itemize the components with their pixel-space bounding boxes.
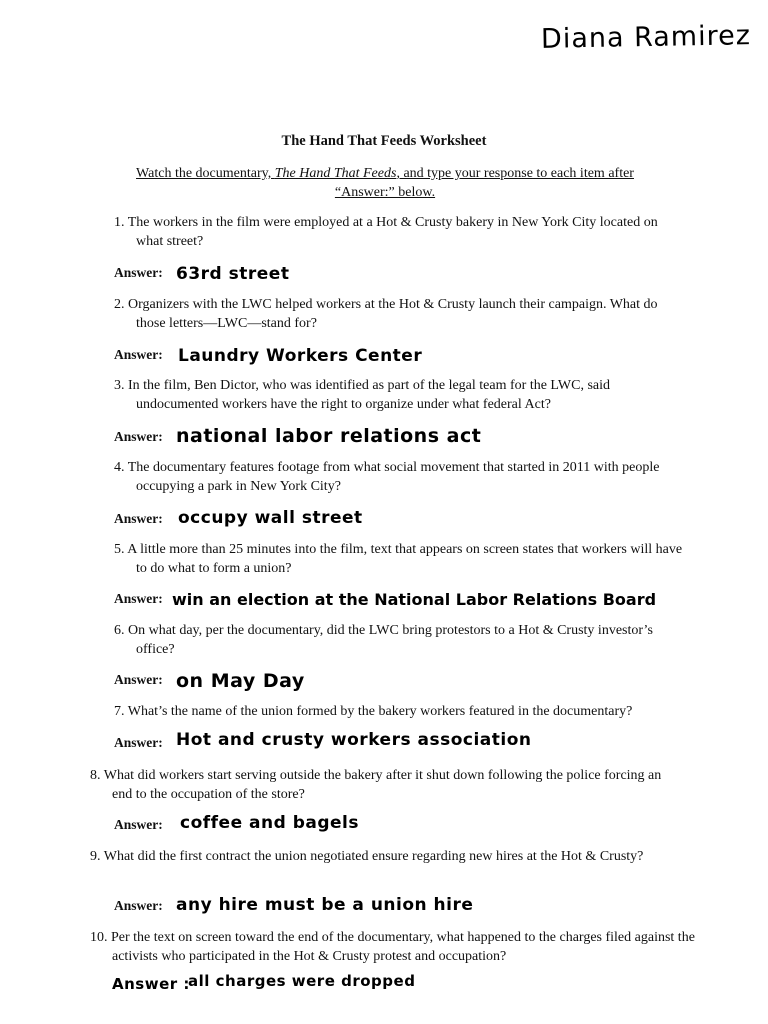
answer-label-5: Answer: (114, 591, 163, 606)
question-1 (114, 214, 666, 251)
answer-10: all charges were dropped (188, 972, 416, 990)
instructions (110, 164, 660, 202)
answer-label-4: Answer: (114, 511, 163, 526)
question-8 (90, 767, 672, 804)
question-6 (114, 622, 656, 659)
answer-7: Hot and crusty workers association (176, 730, 532, 750)
question-text: On what day, per the documentary, did the LWC bring protestors to a Hot & Crusty investor’s office? (128, 623, 653, 657)
question-number: 5. (114, 542, 125, 557)
question-10 (90, 929, 702, 966)
answer-5: win an election at the National Labor Relations Board (172, 590, 657, 609)
question-9 (90, 848, 672, 867)
question-4 (114, 459, 686, 496)
answer-8: coffee and bagels (180, 813, 359, 833)
question-number: 6. (114, 623, 125, 638)
question-number: 7. (114, 704, 125, 719)
question-text: What did workers start serving outside the bakery after it shut down following the police forcing an end to the occupation of the store? (103, 768, 662, 802)
question-number: 4. (114, 460, 125, 475)
question-text: In the film, Ben Dictor, who was identified as part of the legal team for the LWC, said undocumented workers have the right to organize under what federal Act? (128, 378, 611, 412)
question-number: 3. (114, 378, 125, 393)
answer-label-9: Answer: (114, 898, 163, 913)
instructions-part1: Watch the documentary, (136, 166, 275, 181)
question-number: 1. (114, 215, 125, 230)
answer-6: on May Day (176, 670, 305, 692)
question-number: 2. (114, 297, 125, 312)
question-text: Organizers with the LWC helped workers at the Hot & Crusty launch their campaign. What do those letters—LWC—stand for? (128, 297, 658, 331)
answer-3: national labor relations act (176, 425, 482, 447)
answer-9: any hire must be a union hire (176, 895, 474, 915)
answer-label-10: Answer : (112, 975, 190, 993)
student-name: Diana Ramirez (540, 20, 752, 55)
question-text: The documentary features footage from what social movement that started in 2011 with people occupying a park in New York City? (127, 460, 660, 494)
answer-label-6: Answer: (114, 672, 163, 687)
question-text: The workers in the film were employed at a Hot & Crusty bakery in New York City located on what street? (127, 215, 658, 249)
question-3 (114, 377, 676, 414)
question-7 (114, 703, 706, 722)
question-number: 9. (90, 849, 101, 864)
question-2 (114, 296, 676, 333)
answer-2: Laundry Workers Center (178, 346, 423, 366)
question-5 (114, 541, 686, 578)
question-text: Per the text on screen toward the end of the documentary, what happened to the charges filed against the activists who participated in the Hot & Crusty protest and occupation? (111, 930, 695, 964)
question-text: A little more than 25 minutes into the film, text that appears on screen states that workers will have to do what to form a union? (127, 542, 683, 576)
answer-4: occupy wall street (178, 508, 363, 528)
answer-label-8: Answer: (114, 817, 163, 832)
question-text: What’s the name of the union formed by the bakery workers featured in the documentary? (127, 704, 633, 719)
worksheet-title: The Hand That Feeds Worksheet (281, 133, 487, 149)
answer-label-3: Answer: (114, 429, 163, 444)
instructions-part2: , and type your response to each item after “Answer:” below. (334, 166, 634, 200)
answer-label-1: Answer: (114, 265, 163, 280)
question-text: What did the first contract the union negotiated ensure regarding new hires at the Hot & Crusty? (103, 849, 644, 864)
answer-label-7: Answer: (114, 735, 163, 750)
question-number: 8. (90, 768, 101, 783)
film-title: The Hand That Feeds (274, 166, 397, 181)
answer-1: 63rd street (176, 264, 290, 284)
answer-label-2: Answer: (114, 347, 163, 362)
question-number: 10. (90, 930, 108, 945)
